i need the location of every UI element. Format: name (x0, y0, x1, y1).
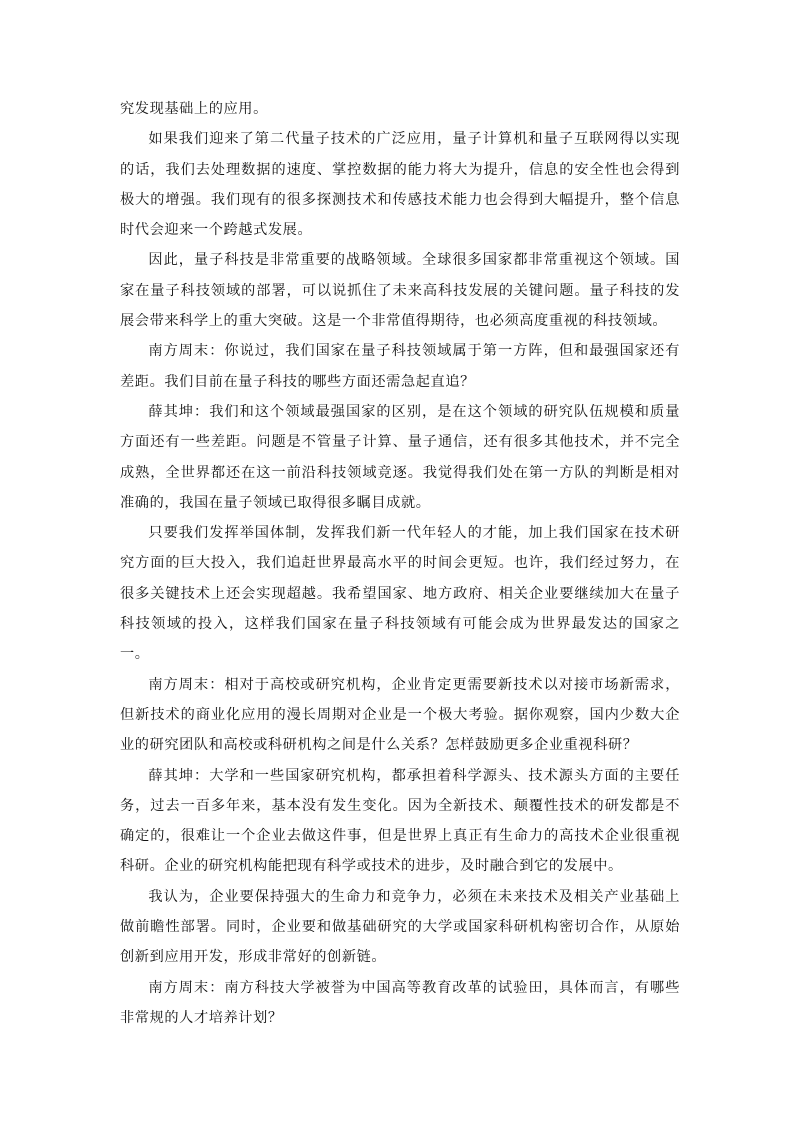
interview-question: 南方周末：南方科技大学被誉为中国高等教育改革的试验田，具体而言，有哪些非常规的人才培养计划？ (120, 979, 680, 1026)
paragraph: 因此，量子科技是非常重要的战略领域。全球很多国家都非常重视这个领域。国家在量子科技领域的部署，可以说抓住了未来高科技发展的关键问题。量子科技的发展会带来科学上的重大突破。这是一个非常值得期待，也必须高度重视的科技领域。 (120, 252, 680, 330)
interview-answer: 薛其坤：大学和一些国家研究机构，都承担着科学源头、技术源头方面的主要任务，过去一百多年来，基本没有发生变化。因为全新技术、颠覆性技术的研发都是不确定的，很难让一个企业去做这件事，但是世界上真正有生命力的高技术企业很重视科研。企业的研究机构能把现有科学或技术的进步，及时融合到它的发展中。 (120, 767, 680, 875)
paragraph: 只要我们发挥举国体制，发挥我们新一代年轻人的才能，加上我们国家在技术研究方面的巨大投入，我们追赶世界最高水平的时间会更短。也许，我们经过努力，在很多关键技术上还会实现超越。我希望国家、地方政府、相关企业要继续加大在量子科技领域的投入，这样我们国家在量子科技领域有可能会成为世界最发达的国家之一。 (120, 525, 680, 663)
paragraph: 我认为，企业要保持强大的生命力和竞争力，必须在未来技术及相关产业基础上做前瞻性部署。同时，企业要和做基础研究的大学或国家科研机构密切合作，从原始创新到应用开发，形成非常好的创新链。 (120, 888, 680, 966)
document-page (120, 94, 680, 1033)
paragraph: 如果我们迎来了第二代量子技术的广泛应用，量子计算机和量子互联网得以实现的话，我们去处理数据的速度、掌控数据的能力将大为提升，信息的安全性也会得到极大的增强。我们现有的很多探测技术和传感技术能力也会得到大幅提升，整个信息时代会迎来一个跨越式发展。 (120, 131, 680, 239)
interview-question: 南方周末：相对于高校或研究机构，企业肯定更需要新技术以对接市场新需求，但新技术的商业化应用的漫长周期对企业是一个极大考验。据你观察，国内少数大企业的研究团队和高校或科研机构之间是什么关系？怎样鼓励更多企业重视科研？ (120, 676, 680, 754)
paragraph: 究发现基础上的应用。 (120, 101, 268, 117)
interview-answer: 薛其坤：我们和这个领域最强国家的区别，是在这个领域的研究队伍规模和质量方面还有一些差距。问题是不管量子计算、量子通信，还有很多其他技术，并不完全成熟，全世界都还在这一前沿科技领域竞逐。我觉得我们处在第一方队的判断是相对准确的，我国在量子领域已取得很多瞩目成就。 (120, 403, 680, 511)
interview-question: 南方周末：你说过，我们国家在量子科技领域属于第一方阵，但和最强国家还有差距。我们目前在量子科技的哪些方面还需急起直追？ (120, 343, 680, 390)
